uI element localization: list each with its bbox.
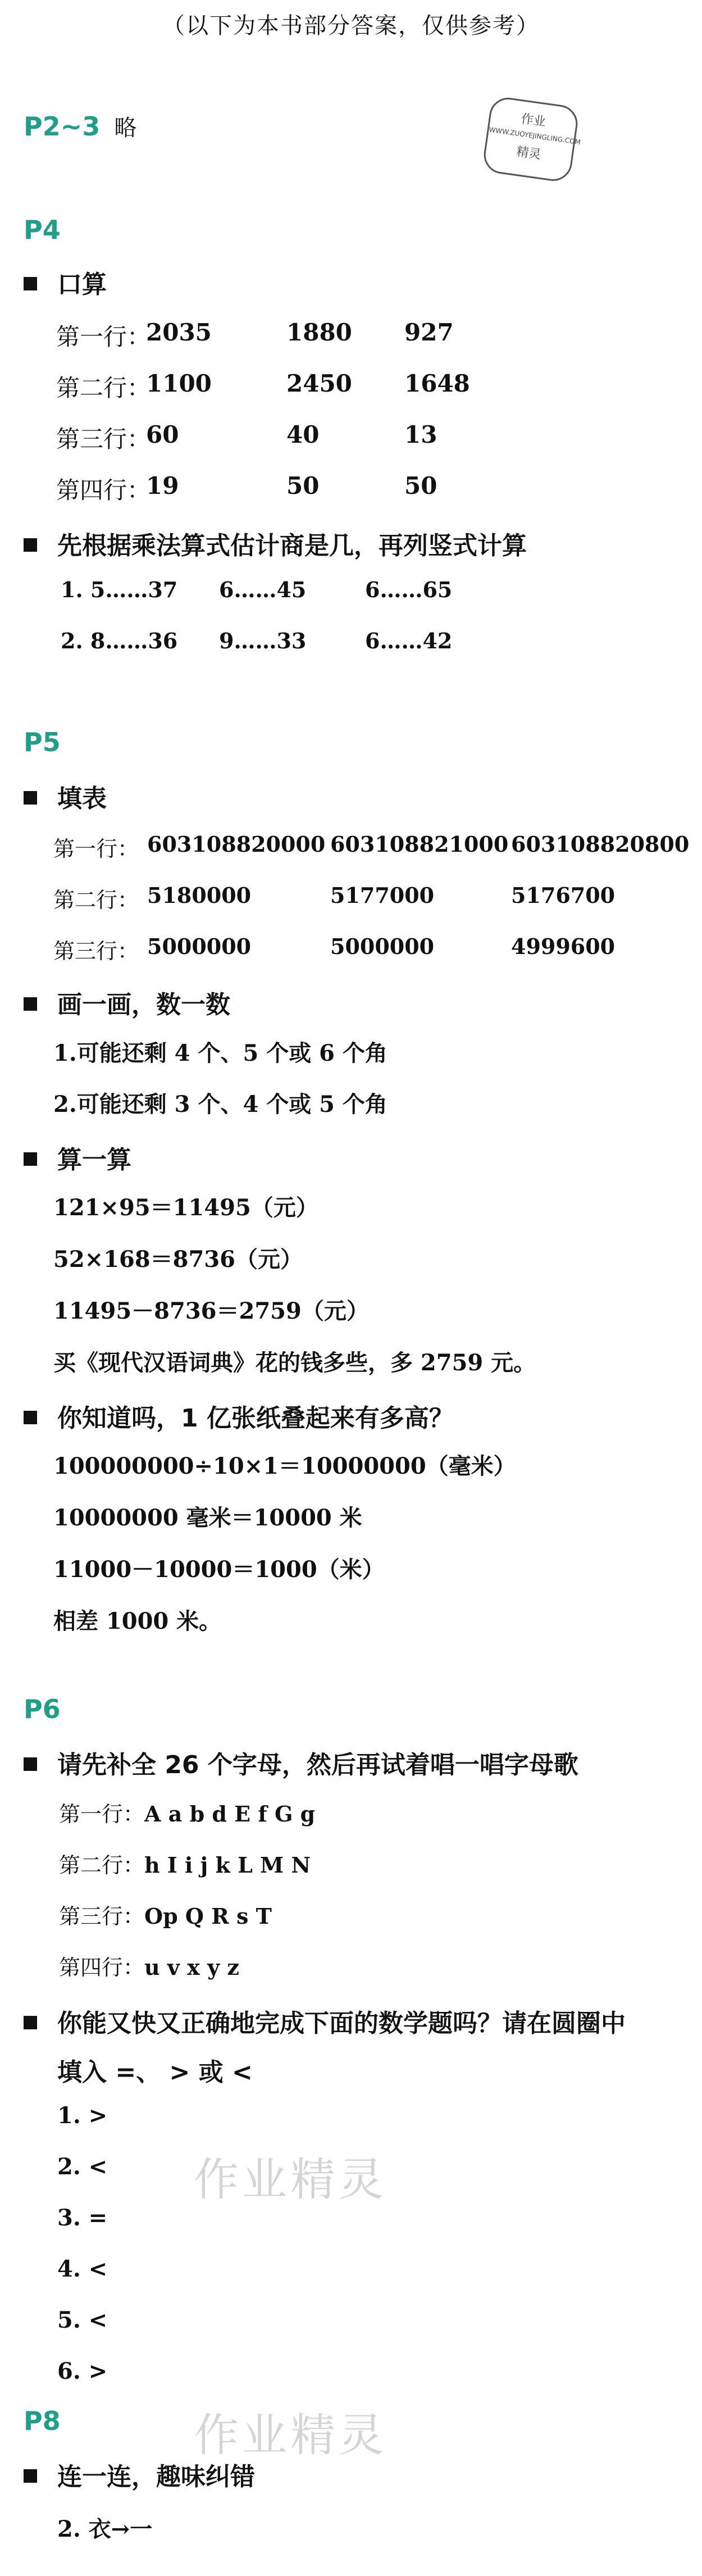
page-number-p2-3: P2~3 (24, 111, 101, 142)
square-bullet-icon (24, 1757, 37, 1771)
square-bullet-icon (24, 997, 37, 1011)
kousuan-row-1 (56, 319, 151, 352)
kousuan-row-2 (56, 370, 151, 403)
zimu-value: A a b d E f G g (144, 1801, 316, 1827)
page-number-p6: P6 (24, 1694, 61, 1724)
watermark-stamp (481, 96, 580, 184)
heading-suanyisuan (24, 1139, 131, 1175)
row-label: 第一行： (56, 323, 151, 351)
stamp-line-2: WWW.ZUOYEJINGLING.COM (488, 125, 581, 147)
zimu-row-1 (59, 1797, 315, 1828)
square-bullet-icon (24, 1152, 37, 1166)
bijiao-answer: 5. < (57, 2307, 108, 2333)
gusuan-item: 2. 8……36 (61, 628, 178, 653)
kousuan-value: 927 (404, 319, 454, 346)
zimu-row-3 (59, 1899, 272, 1930)
bijiao-answer: 1. > (57, 2102, 108, 2129)
square-bullet-icon (24, 2016, 37, 2029)
page-number-p8: P8 (24, 2406, 61, 2436)
kousuan-value: 1100 (146, 370, 212, 397)
tianbiao-value: 5176700 (511, 883, 616, 908)
heading-zhidie (24, 1398, 454, 1434)
heading-bijiao-text: 你能又快又正确地完成下面的数学题吗？请在圆圈中 (57, 2009, 626, 2038)
huayihua-line: 1.可能还剩 4 个、5 个或 6 个角 (53, 1040, 388, 1066)
kousuan-value: 1648 (404, 370, 470, 397)
kousuan-value: 19 (146, 472, 179, 499)
heading-kousuan-text: 口算 (57, 270, 107, 299)
row-label: 第二行： (53, 888, 139, 912)
square-bullet-icon (24, 1411, 37, 1424)
zimu-value: h I i j k L M N (144, 1852, 311, 1878)
kousuan-value: 2035 (146, 319, 212, 346)
suanyisuan-line: 买《现代汉语词典》花的钱多些，多 2759 元。 (53, 1350, 536, 1376)
square-bullet-icon (24, 2469, 37, 2483)
heading-bijiao-line2: 填入 =、 > 或 < (57, 2058, 253, 2087)
tianbiao-value: 603108820800 (511, 832, 690, 857)
zhidie-line: 11000－10000＝1000（米） (53, 1556, 385, 1583)
heading-kousuan (24, 264, 107, 300)
heading-gusuan (24, 525, 527, 561)
bijiao-answer: 3. = (57, 2205, 108, 2231)
bijiao-answer: 4. < (57, 2256, 108, 2282)
heading-bijiao (24, 2003, 626, 2039)
row-label: 第四行： (59, 1955, 145, 1980)
square-bullet-icon (24, 538, 37, 552)
huayihua-line: 2.可能还剩 3 个、4 个或 5 个角 (53, 1091, 388, 1117)
suanyisuan-line: 11495－8736＝2759（元） (53, 1298, 369, 1324)
stamp-line-1: 作业 (520, 112, 547, 130)
watermark-text: 作业精灵 (194, 2154, 387, 2206)
zimu-row-4 (59, 1950, 239, 1981)
kousuan-row-3 (56, 421, 151, 455)
gusuan-item: 9……33 (219, 628, 307, 653)
heading-lianyilian-text: 连一连，趣味纠错 (57, 2463, 255, 2491)
row-label: 第二行： (59, 1853, 145, 1878)
row-label: 第一行： (53, 837, 139, 861)
gusuan-item: 6……42 (365, 628, 453, 653)
kousuan-value: 60 (146, 421, 179, 448)
kousuan-value: 1880 (286, 319, 352, 346)
zimu-value: Op Q R s T (144, 1903, 272, 1929)
heading-tianbiao (24, 778, 107, 814)
gusuan-item: 6……45 (219, 577, 307, 602)
tianbiao-value: 603108821000 (330, 832, 509, 857)
gusuan-item: 1. 5……37 (61, 577, 178, 602)
bijiao-answer: 6. > (57, 2358, 108, 2384)
heading-zimu (24, 1744, 578, 1780)
heading-huayihua (24, 984, 230, 1020)
row-label: 第三行： (56, 425, 151, 453)
heading-zimu-text: 请先补全 26 个字母，然后再试着唱一唱字母歌 (57, 1751, 578, 1779)
zimu-row-2 (59, 1848, 311, 1879)
zimu-value: u v x y z (144, 1955, 239, 1980)
heading-gusuan-text: 先根据乘法算式估计商是几，再列竖式计算 (57, 531, 527, 560)
tianbiao-value: 5000000 (330, 934, 435, 959)
kousuan-value: 50 (404, 472, 437, 499)
kousuan-value: 2450 (286, 370, 352, 397)
row-label: 第一行： (59, 1802, 145, 1827)
kousuan-value: 50 (286, 472, 320, 499)
tianbiao-value: 4999600 (511, 934, 616, 959)
tianbiao-row-3 (53, 934, 139, 965)
heading-suanyisuan-text: 算一算 (57, 1146, 131, 1174)
page-number-p4: P4 (24, 215, 61, 245)
heading-zhidie-text: 你知道吗，1 亿张纸叠起来有多高？ (57, 1404, 454, 1433)
square-bullet-icon (24, 277, 37, 290)
p2-3-note: 略 (114, 115, 137, 141)
page-header: （以下为本书部分答案，仅供参考） (162, 13, 540, 39)
zhidie-line: 10000000 毫米＝10000 米 (53, 1505, 362, 1531)
heading-lianyilian (24, 2456, 255, 2492)
tianbiao-value: 603108820000 (147, 832, 326, 857)
row-label: 第四行： (56, 476, 151, 504)
gusuan-item: 6……65 (365, 577, 453, 602)
suanyisuan-line: 121×95＝11495（元） (53, 1194, 318, 1221)
zhidie-line: 相差 1000 米。 (53, 1608, 222, 1634)
tianbiao-row-2 (53, 883, 139, 914)
bijiao-answer: 2. < (57, 2154, 108, 2180)
lianyilian-answer: 2. 衣→一 (57, 2516, 153, 2542)
tianbiao-value: 5177000 (330, 883, 435, 908)
kousuan-row-4 (56, 472, 151, 506)
suanyisuan-line: 52×168＝8736（元） (53, 1246, 303, 1273)
tianbiao-value: 5000000 (147, 934, 252, 959)
section-p2-3 (24, 110, 136, 142)
kousuan-value: 13 (404, 421, 437, 448)
page-number-p5: P5 (24, 727, 61, 757)
heading-tianbiao-text: 填表 (57, 784, 107, 813)
square-bullet-icon (24, 791, 37, 805)
tianbiao-row-1 (53, 832, 139, 862)
row-label: 第二行： (56, 374, 151, 402)
row-label: 第三行： (53, 939, 139, 964)
kousuan-value: 40 (286, 421, 320, 448)
tianbiao-value: 5180000 (147, 883, 252, 908)
watermark-text: 作业精灵 (194, 2409, 387, 2461)
row-label: 第三行： (59, 1904, 145, 1929)
heading-huayihua-text: 画一画，数一数 (57, 991, 230, 1019)
zhidie-line: 100000000÷10×1＝10000000（毫米） (53, 1453, 516, 1479)
stamp-line-3: 精灵 (515, 144, 542, 162)
